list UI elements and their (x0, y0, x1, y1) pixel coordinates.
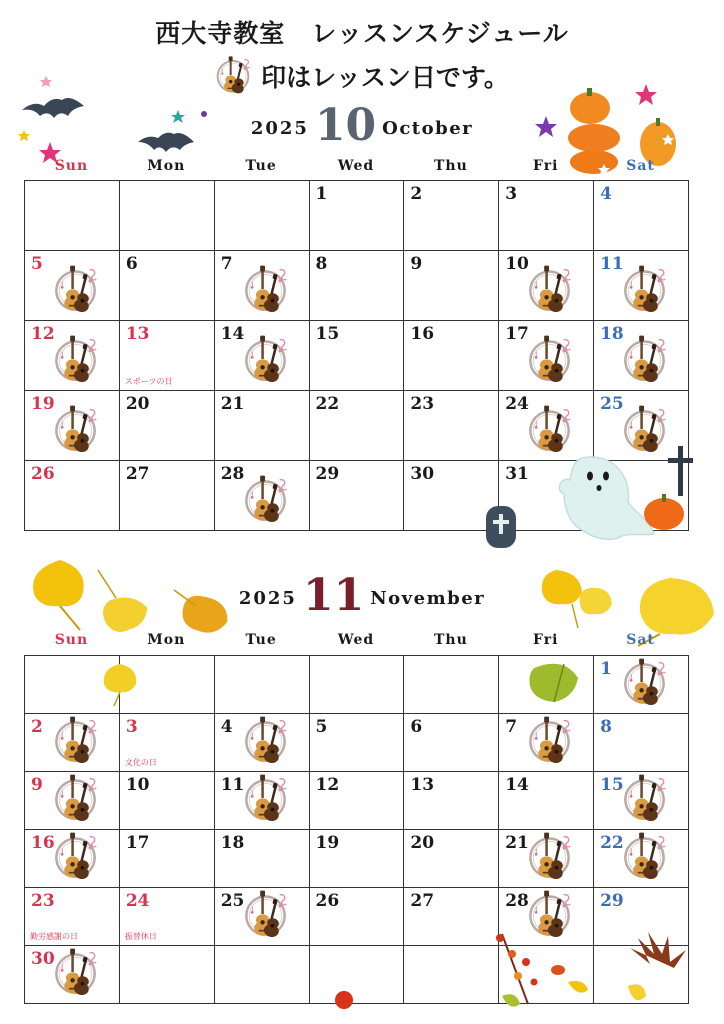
october-name: October (382, 118, 474, 139)
ginkgo-leaf-small-decoration (98, 660, 142, 708)
day-number: 27 (410, 891, 435, 911)
day-number: 7 (220, 254, 233, 274)
day-number: 9 (31, 775, 43, 795)
week-row (25, 772, 689, 830)
day-number: 11 (220, 775, 245, 795)
weekday-thu: Thu (433, 158, 468, 174)
day-cell (25, 888, 120, 946)
day-cell (404, 946, 499, 1004)
day-number: 6 (125, 254, 138, 274)
day-cell (594, 656, 689, 714)
guitar-lesson-icon (622, 773, 672, 823)
day-number: 14 (505, 775, 529, 795)
day-number: 29 (600, 891, 624, 911)
day-cell (25, 772, 120, 830)
day-number: 10 (505, 254, 529, 274)
day-cell (309, 461, 404, 531)
day-number: 20 (125, 394, 150, 414)
day-cell (499, 251, 594, 321)
guitar-lesson-icon (622, 831, 672, 881)
day-cell (404, 772, 499, 830)
day-cell (499, 321, 594, 391)
holiday-label: 振替休日 (124, 932, 157, 941)
day-number: 17 (505, 324, 529, 344)
page-title: 西大寺教室 レッスンスケジュール (155, 19, 569, 48)
day-number: 21 (505, 833, 529, 853)
day-cell (214, 251, 309, 321)
day-cell (404, 888, 499, 946)
day-cell (119, 772, 214, 830)
day-cell (119, 946, 214, 1004)
guitar-lesson-icon (527, 831, 577, 881)
week-row (25, 251, 689, 321)
day-cell (309, 321, 404, 391)
day-number: 4 (220, 717, 233, 737)
week-row (25, 321, 689, 391)
weekday-sun: Sun (54, 158, 89, 174)
green-leaf-decoration (524, 656, 590, 708)
day-number: 16 (31, 833, 55, 853)
day-cell (404, 830, 499, 888)
guitar-lesson-icon (527, 264, 577, 314)
guitar-lesson-icon (622, 264, 672, 314)
day-cell (594, 181, 689, 251)
day-cell (309, 772, 404, 830)
day-cell (499, 772, 594, 830)
day-cell (25, 714, 120, 772)
day-cell (404, 714, 499, 772)
guitar-lesson-icon (53, 404, 103, 454)
day-cell (214, 946, 309, 1004)
day-number: 8 (600, 717, 612, 737)
guitar-lesson-icon (215, 55, 255, 95)
day-number: 9 (410, 254, 423, 274)
day-number: 22 (600, 833, 624, 853)
day-cell (594, 251, 689, 321)
day-number: 12 (31, 324, 55, 344)
week-row (25, 181, 689, 251)
day-number: 26 (315, 891, 340, 911)
guitar-lesson-icon (527, 715, 577, 765)
october-year: 2025 (250, 118, 309, 139)
day-cell (214, 830, 309, 888)
day-number: 24 (125, 891, 150, 911)
day-cell (309, 391, 404, 461)
day-number: 26 (31, 464, 55, 484)
day-number: 15 (600, 775, 624, 795)
day-cell (119, 391, 214, 461)
holiday-label: スポーツの日 (124, 377, 173, 386)
day-cell (594, 830, 689, 888)
guitar-lesson-icon (243, 773, 293, 823)
day-cell (214, 181, 309, 251)
weekday-mon: Mon (147, 158, 186, 174)
day-number: 14 (220, 324, 245, 344)
day-number: 18 (220, 833, 245, 853)
day-number: 24 (505, 394, 529, 414)
day-number: 29 (315, 464, 340, 484)
autumn-berries-decoration (488, 924, 698, 1016)
weekday-thu: Thu (433, 632, 468, 648)
day-cell (404, 656, 499, 714)
week-row (25, 830, 689, 888)
weekday-mon: Mon (147, 632, 186, 648)
day-number: 21 (220, 394, 245, 414)
guitar-lesson-icon (53, 947, 103, 997)
day-number: 22 (315, 394, 340, 414)
day-number: 13 (410, 775, 435, 795)
day-cell (499, 714, 594, 772)
guitar-lesson-icon (243, 889, 293, 939)
october-number: 10 (314, 100, 377, 151)
week-row (25, 714, 689, 772)
day-number: 19 (31, 394, 55, 414)
day-cell (214, 656, 309, 714)
day-cell (404, 321, 499, 391)
day-number: 25 (600, 394, 624, 414)
day-number: 20 (410, 833, 435, 853)
day-cell (119, 461, 214, 531)
day-cell (214, 714, 309, 772)
weekday-tue: Tue (245, 632, 277, 648)
october-heading (0, 100, 724, 151)
day-cell (309, 714, 404, 772)
weekday-sat: Sat (626, 632, 655, 648)
guitar-lesson-icon (243, 474, 293, 524)
day-cell (25, 946, 120, 1004)
day-cell (594, 714, 689, 772)
day-number: 23 (31, 891, 55, 911)
day-cell (25, 830, 120, 888)
day-number: 13 (125, 324, 150, 344)
holiday-label: 文化の日 (124, 758, 157, 767)
day-cell (119, 181, 214, 251)
day-number: 5 (315, 717, 328, 737)
day-number: 10 (125, 775, 150, 795)
day-number: 30 (31, 949, 55, 969)
day-cell (214, 321, 309, 391)
ghost-decoration (478, 438, 698, 556)
day-cell (404, 181, 499, 251)
day-cell (25, 321, 120, 391)
weekday-sat: Sat (626, 158, 655, 174)
november-heading (0, 570, 724, 621)
day-cell (214, 888, 309, 946)
weekday-wed: Wed (337, 158, 375, 174)
day-cell (309, 251, 404, 321)
day-cell (309, 888, 404, 946)
day-number: 25 (220, 891, 245, 911)
weekday-tue: Tue (245, 158, 277, 174)
day-number: 3 (505, 184, 518, 204)
holiday-label: 勤労感謝の日 (30, 932, 78, 941)
day-number: 27 (125, 464, 150, 484)
day-number: 5 (31, 254, 43, 274)
guitar-lesson-icon (622, 657, 672, 707)
day-cell (214, 772, 309, 830)
guitar-lesson-icon (53, 831, 103, 881)
red-berry-decoration (332, 988, 356, 1012)
november-year: 2025 (238, 588, 297, 609)
guitar-lesson-icon (53, 334, 103, 384)
guitar-lesson-icon (53, 773, 103, 823)
day-cell (25, 251, 120, 321)
october-weekday-row (24, 158, 688, 174)
day-cell (119, 251, 214, 321)
day-number: 28 (505, 891, 529, 911)
day-number: 16 (410, 324, 435, 344)
day-number: 8 (315, 254, 328, 274)
weekday-wed: Wed (337, 632, 375, 648)
day-number: 4 (600, 184, 612, 204)
day-cell (119, 714, 214, 772)
weekday-fri: Fri (533, 158, 559, 174)
day-cell (499, 181, 594, 251)
guitar-lesson-icon (243, 715, 293, 765)
day-cell (25, 181, 120, 251)
day-number: 3 (125, 717, 138, 737)
day-cell (119, 830, 214, 888)
guitar-lesson-icon (53, 715, 103, 765)
day-cell (404, 251, 499, 321)
day-number: 6 (410, 717, 423, 737)
guitar-lesson-icon (243, 264, 293, 314)
day-cell (499, 830, 594, 888)
day-number: 31 (505, 464, 529, 484)
day-number: 12 (315, 775, 340, 795)
day-number: 2 (31, 717, 43, 737)
day-cell (309, 830, 404, 888)
guitar-lesson-icon (622, 334, 672, 384)
day-cell (309, 656, 404, 714)
day-number: 23 (410, 394, 435, 414)
day-cell (119, 321, 214, 391)
day-number: 17 (125, 833, 150, 853)
day-cell (594, 772, 689, 830)
guitar-lesson-icon (527, 334, 577, 384)
day-number: 15 (315, 324, 340, 344)
day-number: 18 (600, 324, 624, 344)
november-weekday-row (24, 632, 688, 648)
november-number: 11 (302, 570, 365, 621)
weekday-sun: Sun (54, 632, 89, 648)
day-number: 30 (410, 464, 435, 484)
day-cell (309, 946, 404, 1004)
day-number: 1 (315, 184, 328, 204)
legend-text: 印はレッスン日です。 (261, 63, 509, 92)
day-cell (25, 391, 120, 461)
day-number: 7 (505, 717, 518, 737)
guitar-lesson-icon (243, 334, 293, 384)
day-number: 28 (220, 464, 245, 484)
day-cell (214, 461, 309, 531)
day-cell (594, 321, 689, 391)
guitar-lesson-icon (53, 264, 103, 314)
day-cell (309, 181, 404, 251)
day-number: 19 (315, 833, 340, 853)
day-cell (25, 461, 120, 531)
day-number: 2 (410, 184, 423, 204)
day-number: 11 (600, 254, 624, 274)
day-number: 1 (600, 659, 612, 679)
day-cell (119, 888, 214, 946)
weekday-fri: Fri (533, 632, 559, 648)
day-cell (214, 391, 309, 461)
november-name: November (370, 588, 486, 609)
